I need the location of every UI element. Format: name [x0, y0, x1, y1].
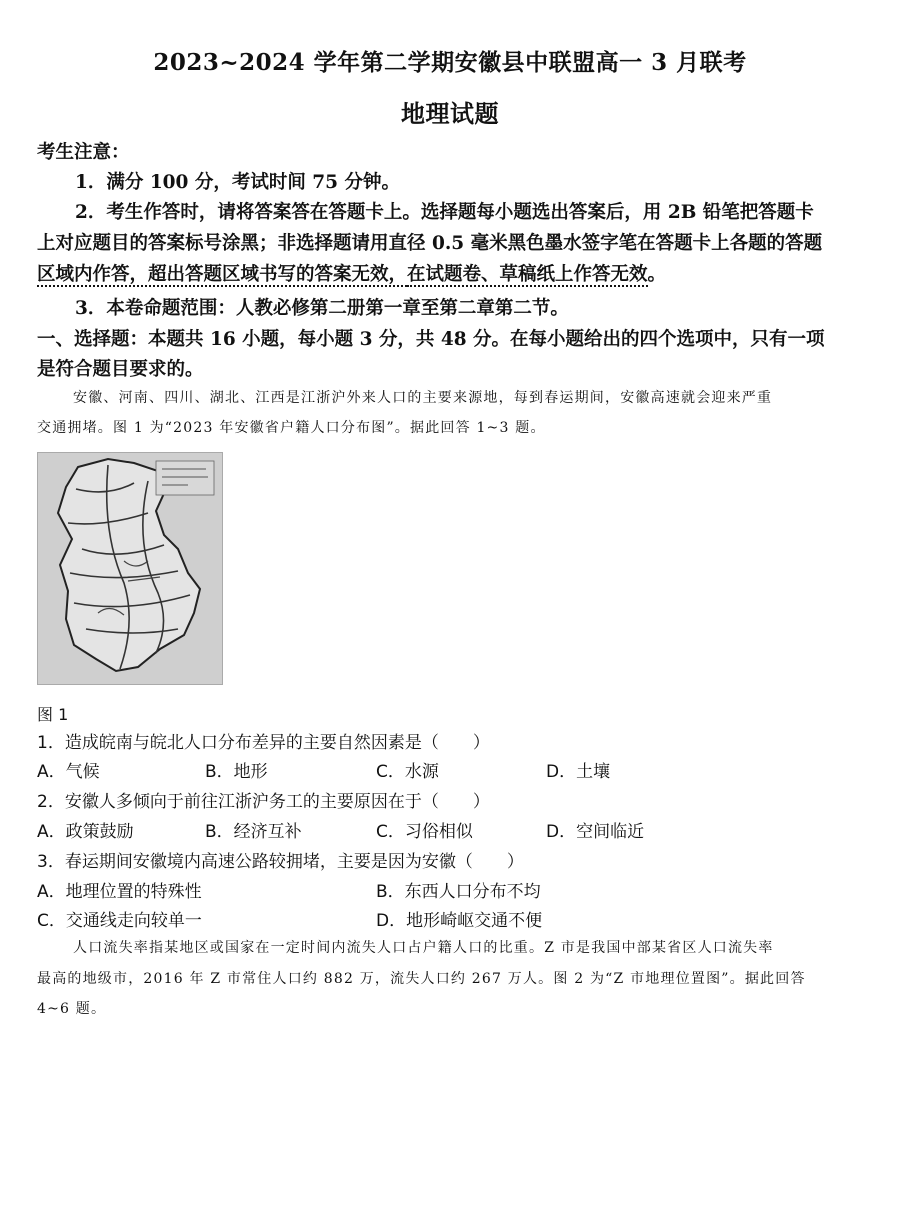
question-1-option-c: C．水源 [376, 762, 439, 782]
notice-item-2-line-2: 上对应题目的答案标号涂黑；非选择题请用直径 0.5 毫米黑色墨水签字笔在答题卡上各题的答题 [37, 233, 823, 254]
exam-subtitle: 地理试题 [401, 99, 499, 128]
section-heading-line-1: 一、选择题：本题共 16 小题，每小题 3 分，共 48 分。在每小题给出的四个选项中，只有一项 [37, 329, 825, 350]
material-2-line-1: 人口流失率指某地区或国家在一定时间内流失人口占户籍人口的比重。Z 市是我国中部某省区人口流失率 [73, 940, 774, 956]
question-1-option-b: B．地形 [205, 762, 268, 782]
notice-label: 考生注意： [37, 142, 130, 163]
map-drawing [38, 453, 222, 684]
question-2-option-b: B．经济互补 [205, 822, 302, 842]
material-1-line-1: 安徽、河南、四川、湖北、江西是江浙沪外来人口的主要来源地，每到春运期间，安徽高速就会迎来严重 [73, 390, 773, 406]
question-2-stem: 2．安徽人多倾向于前往江浙沪务工的主要原因在于（ ） [37, 792, 490, 812]
question-3-option-b: B．东西人口分布不均 [376, 882, 541, 902]
material-2-line-2: 最高的地级市，2016 年 Z 市常住人口约 882 万，流失人口约 267 万人。图 2 为“Z 市地理位置图”。据此回答 [37, 971, 806, 987]
notice-item-1: 1．满分 100 分，考试时间 75 分钟。 [75, 172, 400, 193]
question-3-option-c: C．交通线走向较单一 [37, 911, 202, 931]
notice-item-2-line-3 [37, 260, 666, 286]
question-1-option-a: A．气候 [37, 762, 100, 782]
question-1-option-d: D．土壤 [546, 762, 611, 782]
question-3-option-d: D．地形崎岖交通不便 [376, 911, 543, 931]
material-1-line-2: 交通拥堵。图 1 为“2023 年安徽省户籍人口分布图”。据此回答 1~3 题。 [37, 420, 546, 436]
notice-emphasis-1: 区域内作答，超出答题区域书写的答案无效， [37, 264, 408, 285]
figure-1-label: 图 1 [37, 705, 69, 724]
material-2-line-3: 4~6 题。 [37, 1001, 107, 1017]
notice-item-3: 3．本卷命题范围：人教必修第二册第一章至第二章第二节。 [75, 298, 569, 319]
question-2-option-d: D．空间临近 [546, 822, 645, 842]
exam-title: 2023~2024 学年第二学期安徽县中联盟高一 3 月联考 [153, 49, 747, 76]
notice-item-2-line-1: 2．考生作答时，请将答案答在答题卡上。选择题每小题选出答案后，用 2B 铅笔把答题卡 [75, 202, 814, 223]
notice-emphasis-2: 在试题卷、草稿纸上作答无效 [407, 264, 648, 285]
anhui-population-map-image [37, 452, 223, 685]
question-2-option-a: A．政策鼓励 [37, 822, 134, 842]
question-3-stem: 3．春运期间安徽境内高速公路较拥堵，主要是因为安徽（ ） [37, 852, 524, 872]
notice-period: 。 [647, 264, 667, 285]
question-3-option-a: A．地理位置的特殊性 [37, 882, 202, 902]
question-2-option-c: C．习俗相似 [376, 822, 473, 842]
question-1-stem: 1．造成皖南与皖北人口分布差异的主要自然因素是（ ） [37, 733, 490, 753]
section-heading-line-2: 是符合题目要求的。 [37, 359, 204, 380]
